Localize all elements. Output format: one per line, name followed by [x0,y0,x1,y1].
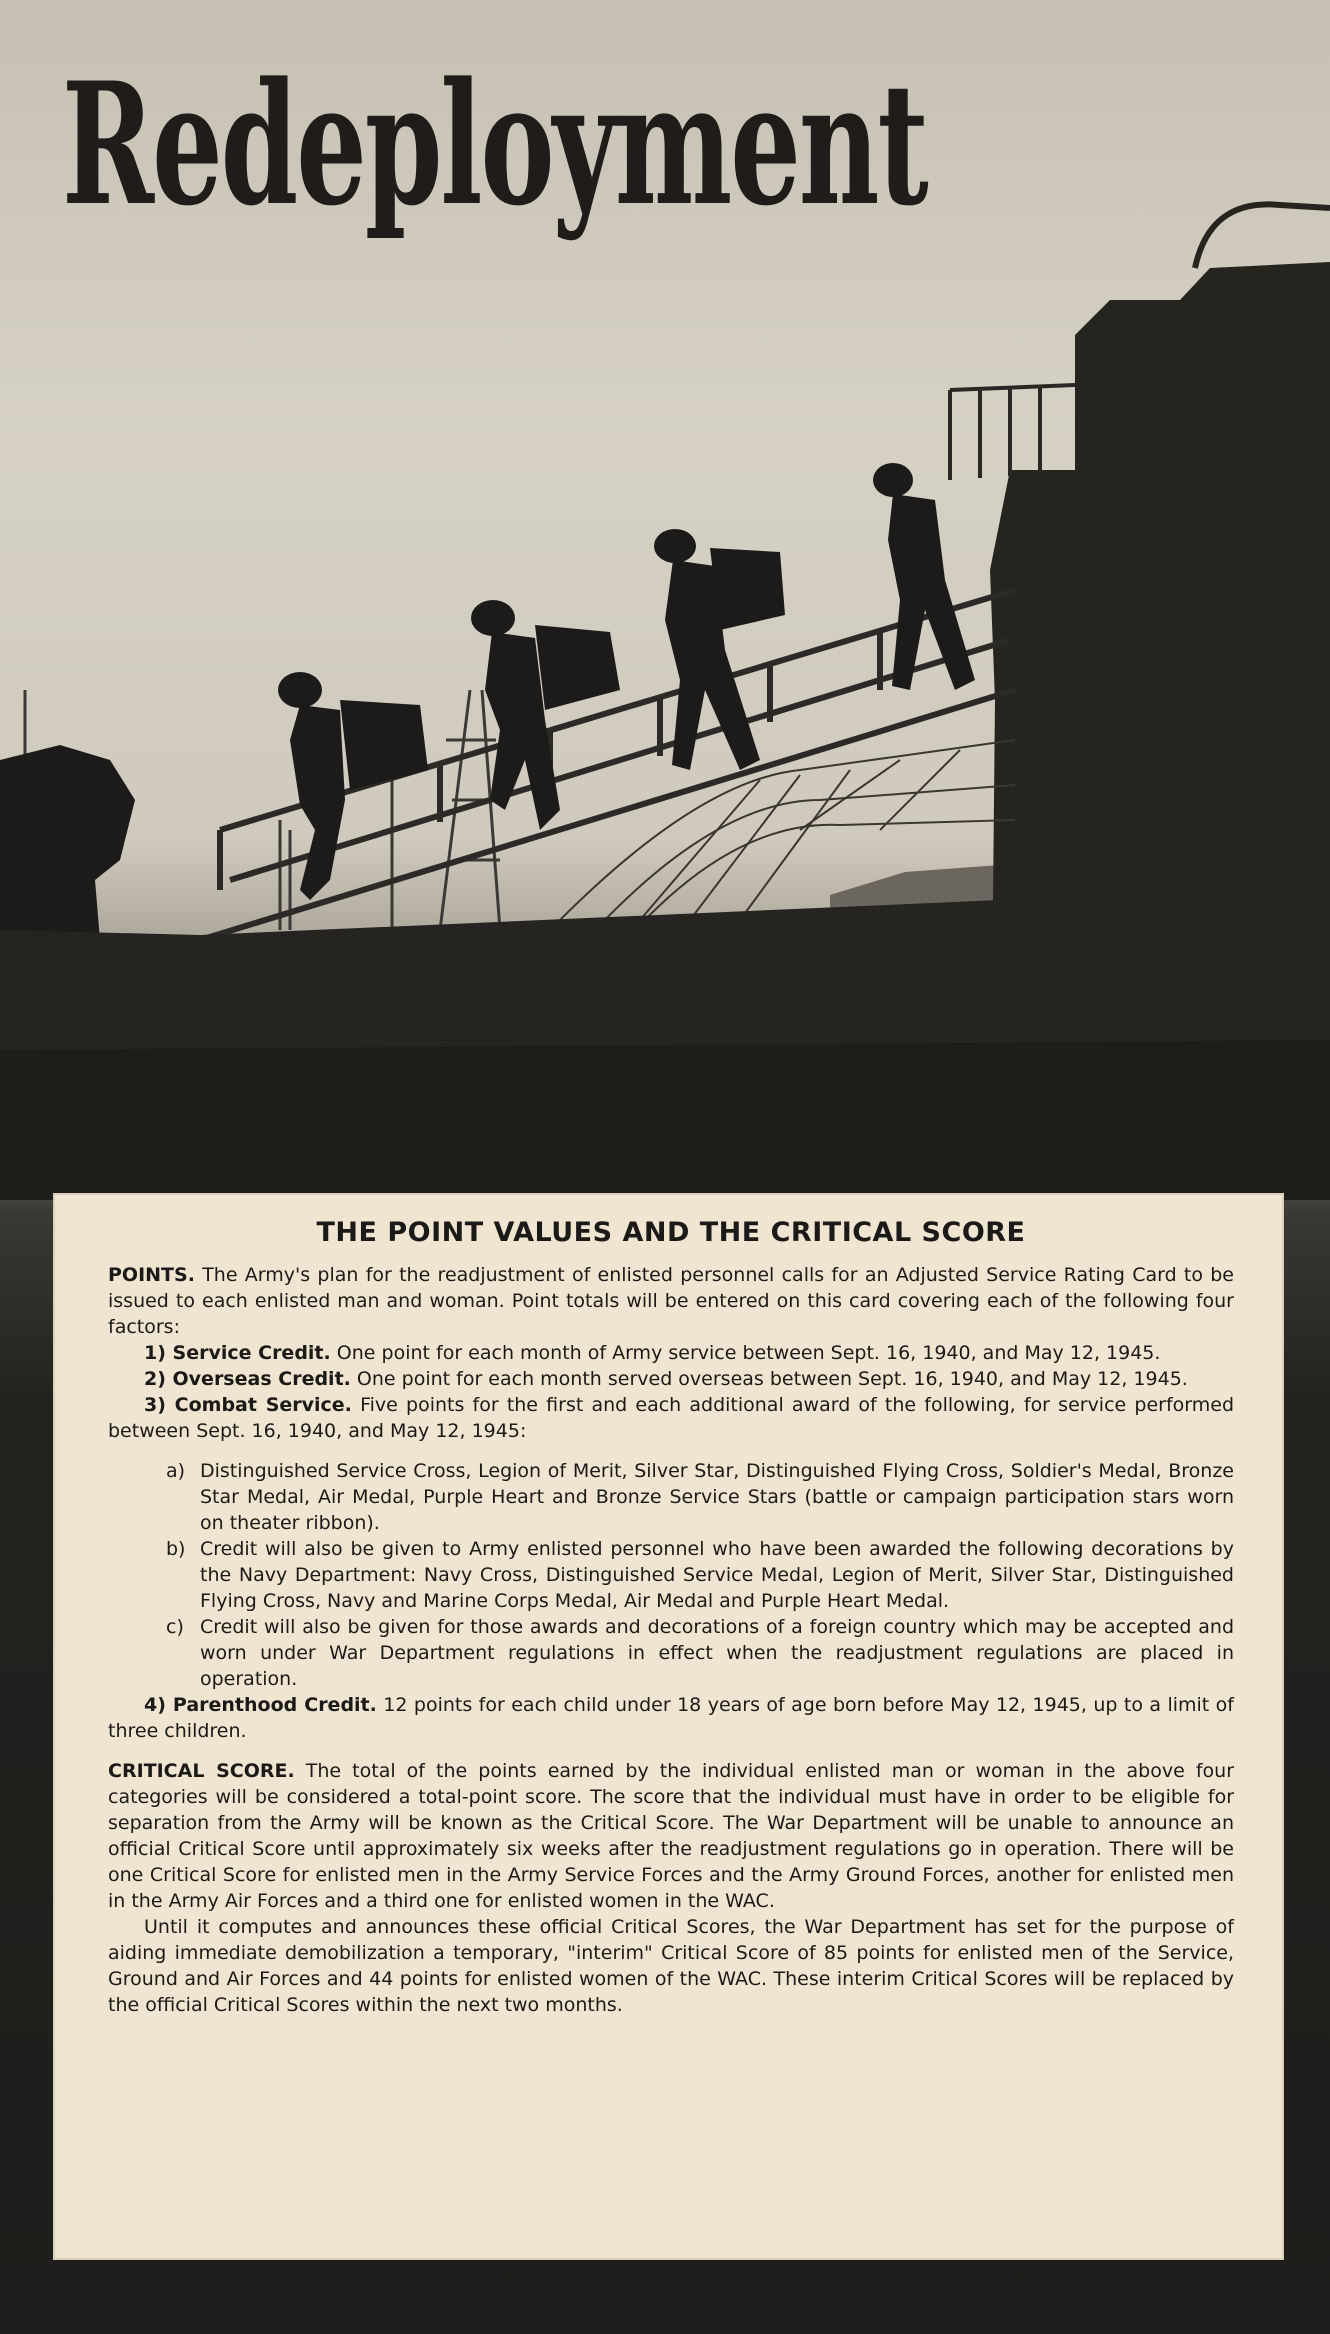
factor-text: Five points for the first and each additional award of the following, for service performed between Sept. 16, 1940, and May 12, 1945: [108,1394,1235,1442]
factor-overseas-credit [108,1366,1234,1392]
interim-score-paragraph: Until it computes and announces these official Critical Scores, the War Department has set for the purpose of aiding immediate demobilization a temporary, "interim" Critical Score of 85 points for enlisted men of the Service, Ground and Air Forces and 44 points for enlisted women of the WAC. These interim Critical Scores will be replaced by the official Critical Scores within the next two months. [108,1916,1234,2016]
critical-score-text: The total of the points earned by the individual enlisted man or woman in the above four categories will be considered a total-point score. The score that the individual must have in order to be eligible for separation from the Army will be known as the Critical Score. The War Department will be unable to announce an official Critical Score until approximately six weeks after the readjustment regulations go in operation. There will be one Critical Score for enlisted men in the Army Service Forces and the Army Ground Forces, another for enlisted men in the Army Air Forces and a third one for enlisted women in the WAC. [108,1760,1235,1912]
page-title: Redeployment [62,45,927,243]
critical-score-lead: CRITICAL SCORE. [108,1760,295,1782]
combat-item-marker: b) [166,1538,186,1560]
combat-item-marker: c) [166,1616,184,1638]
combat-item-text: Distinguished Service Cross, Legion of Merit, Silver Star, Distinguished Flying Cross, Soldier's Medal, Bronze Star Medal, Air Medal, Purple Heart and Bronze Service Stars (battle or campaign participation stars worn on theater ribbon). [200,1460,1234,1534]
factor-text: One point for each month served overseas between Sept. 16, 1940, and May 12, 1945. [356,1368,1188,1390]
combat-item-c [166,1614,1234,1692]
points-text: The Army's plan for the readjustment of enlisted personnel calls for an Adjusted Service Rating Card to be issued to each enlisted man and woman. Point totals will be entered on this card covering each of the following four factors: [108,1264,1234,1338]
factor-service-credit [108,1340,1234,1366]
factor-label: 2) Overseas Credit. [144,1368,351,1390]
combat-item-b [166,1536,1234,1614]
combat-item-text: Credit will also be given for those awards and decorations of a foreign country which may be accepted and worn under War Department regulations in effect when the readjustment regulations are placed in operation. [200,1616,1234,1690]
card-heading: THE POINT VALUES AND THE CRITICAL SCORE [316,1217,1026,1248]
factor-text: 12 points for each child under 18 years of age born before May 12, 1945, up to a limit of three children. [108,1694,1234,1742]
points-lead: POINTS. [108,1264,195,1286]
factor-label: 3) Combat Service. [144,1394,352,1416]
combat-item-a [166,1458,1234,1536]
combat-item-marker: a) [166,1460,186,1482]
factor-text: One point for each month of Army service between Sept. 16, 1940, and May 12, 1945. [336,1342,1161,1364]
critical-score-paragraph [108,1758,1234,1914]
factor-parenthood-credit [108,1692,1234,1744]
point-values-card [53,1193,1284,2260]
points-paragraph [108,1262,1234,1340]
combat-item-text: Credit will also be given to Army enlisted personnel who have been awarded the following decorations by the Navy Department: Navy Cross, Distinguished Service Medal, Legion of Merit, Silver Star, Distinguished Flying Cross, Navy and Marine Corps Medal, Air Medal and Purple Heart Medal. [200,1538,1234,1612]
factor-label: 4) Parenthood Credit. [144,1694,377,1716]
factor-label: 1) Service Credit. [144,1342,331,1364]
factor-combat-service [108,1392,1234,1444]
